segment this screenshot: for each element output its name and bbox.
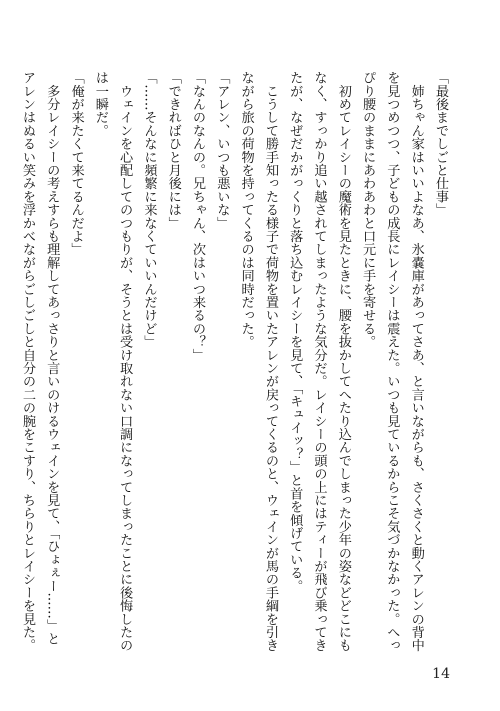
text-line: アレンはぬるい笑みを浮かべながらごしごしと自分の二の腕をこすり、ちらりとレイシーを見た。 [19,71,35,652]
text-line: 「俺が来たくて来てるんだよ」 [68,71,84,256]
text-line: を見つめつつ、子どもの成長にレイシーは震えた。いつも見ているからこそ気づかなかった。へっ [384,71,400,652]
text-line: たが、なぜだかがっくりと落ち込むレイシーを見て、「キュイッ？」と首を傾げている。 [287,71,303,593]
text-line: 「アレン、いつも悪いな」 [214,71,230,230]
text-line: こうして勝手知ったる様子で荷物を置いたアレンが戻ってくるのと、ウェインが馬の手綱を引き [262,71,278,652]
text-line: なく、すっかり追い越されてしまったような気分だ。レイシーの頭の上にはティーが飛び乗ってき [311,71,327,652]
text-line: ぴり腰のままにあわあわと口元に手を寄せる。 [360,71,376,349]
text-line: ウェインを心配してのつもりが、そうとは受け取れない口調になってしまったことに後悔したの [117,71,133,652]
body-text [19,71,452,659]
text-line: 姉ちゃん家はいいよなあ、氷嚢庫があってさあ、と言いながらも、さくさくと動くアレンの背中 [408,71,424,652]
text-line: ながら旅の荷物を持ってくるのは同時だった。 [238,71,254,349]
page-number: 14 [432,666,450,682]
text-line: 多分レイシーの考えすらも理解してあっさりと言いのけるウェインを見て、「ひょぇー……」と [44,71,60,646]
text-line: 初めてレイシーの魔術を見たときに、腰を抜かしてへたり込んでしまった少年の姿などどこにも [335,71,351,652]
text-line: 「なんのなんの。兄ちゃん、次はいつ来るの？」 [190,71,206,362]
text-line: 「できればひと月後には」 [165,71,181,230]
text-line: 「最後までしごと仕事」 [433,71,448,217]
text-line: 「……そんなに頻繁に来なくていいんだけど」 [141,71,157,349]
text-line: は一瞬だ。 [92,71,108,137]
